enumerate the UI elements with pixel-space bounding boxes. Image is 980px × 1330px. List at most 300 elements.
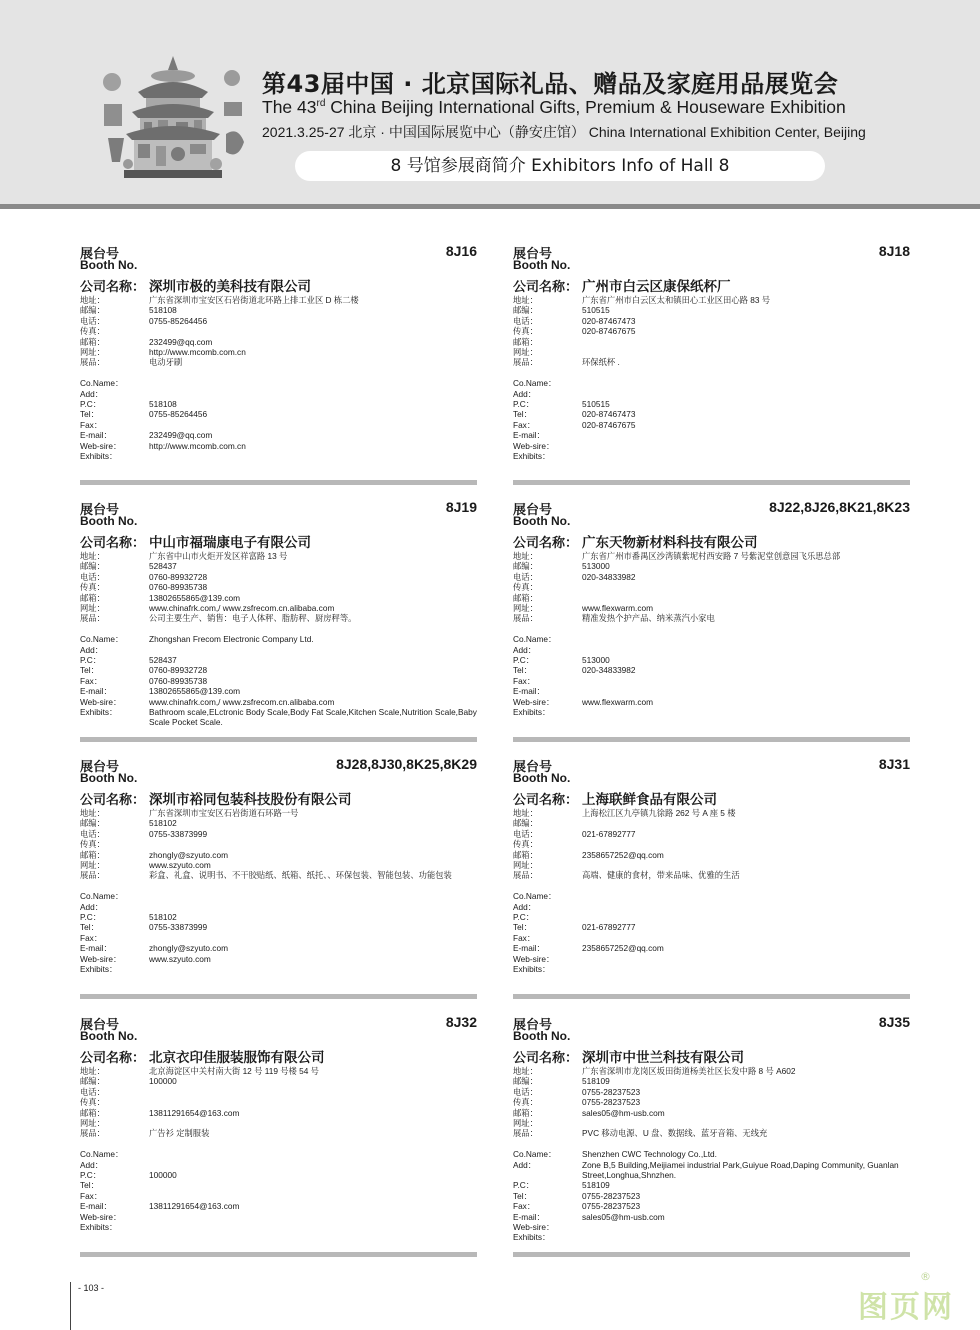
detail-row-cn	[513, 850, 910, 860]
detail-row-en	[513, 933, 910, 943]
field-label-cn: 邮编：	[513, 818, 538, 829]
field-label-en: P.C：	[80, 912, 102, 923]
exhibition-title-en: The 43rd China Beijing International Gifts, Premium & Houseware Exhibition	[262, 97, 846, 117]
field-label-en: Exhibits：	[513, 451, 551, 462]
section-spacer	[513, 624, 910, 634]
detail-row-cn	[80, 808, 477, 818]
field-value-cn	[149, 1097, 477, 1107]
booth-label-en: Booth No.	[513, 258, 571, 272]
field-label-en: P.C：	[80, 655, 102, 666]
field-value-cn: 0755-28237523	[582, 1086, 641, 1097]
field-label-en: Co.Name：	[80, 1149, 124, 1160]
field-label-en: Tel：	[513, 1190, 532, 1201]
booth-number: 8J18	[878, 243, 910, 259]
detail-row-en	[513, 954, 910, 964]
detail-row-cn	[80, 1097, 477, 1107]
field-label-en: P.C：	[513, 655, 535, 666]
field-value-cn: 广告衫 定制服装	[149, 1128, 210, 1139]
field-value-en	[149, 451, 477, 461]
field-value-cn: 518102	[149, 818, 177, 829]
booth-number: 8J32	[445, 1014, 477, 1030]
detail-row-en	[80, 1160, 477, 1170]
detail-row-en	[513, 420, 910, 430]
field-value-cn: 528437	[149, 561, 177, 572]
field-label-en: Web-sire：	[513, 440, 555, 451]
field-value-en	[582, 1232, 910, 1242]
detail-row-en	[80, 1222, 477, 1232]
field-label-cn: 地址：	[80, 1066, 105, 1076]
detail-row-cn	[80, 337, 477, 347]
page-number: - 103 -	[78, 1283, 105, 1293]
detail-row-en	[513, 1212, 910, 1222]
field-value-en: http://www.mcomb.com.cn	[149, 440, 246, 451]
field-label-en: E-mail：	[513, 686, 545, 697]
field-label-en: E-mail：	[513, 1211, 545, 1222]
detail-row-cn	[80, 561, 477, 571]
card-divider	[513, 480, 910, 485]
field-value-en: 0760-89935738	[149, 675, 208, 686]
company-label: 公司名称：	[513, 279, 579, 294]
detail-row-cn	[513, 295, 910, 305]
field-value-en: 13802655865@139.com	[149, 686, 241, 697]
field-value-cn: www.szyuto.com	[149, 860, 211, 871]
field-label-cn: 展品：	[80, 1128, 105, 1139]
exhibition-title-cn: 第43届中国 · 北京国际礼品、赠品及家庭用品展览会	[262, 70, 839, 98]
detail-row-en	[513, 399, 910, 409]
field-label-en: Add：	[80, 1159, 104, 1170]
detail-row-cn	[513, 347, 910, 357]
field-label-cn: 邮箱：	[513, 1107, 538, 1118]
field-label-cn: 传真：	[513, 1097, 538, 1108]
field-value-cn	[149, 1087, 477, 1097]
detail-row-en	[513, 922, 910, 932]
company-name: 深圳市中世兰科技有限公司	[582, 1050, 744, 1065]
field-label-cn: 网址：	[80, 1118, 105, 1129]
margin-line	[70, 1282, 71, 1330]
field-label-en: Web-sire：	[80, 953, 122, 964]
detail-row-cn	[80, 347, 477, 357]
section-spacer	[80, 368, 477, 378]
field-value-cn: 510515	[582, 305, 610, 316]
booth-number: 8J35	[878, 1014, 910, 1030]
field-value-cn: 彩盒、礼盒、说明书、不干胶贴纸、纸箱、纸托、、环保包装、智能包装、功能包装	[149, 870, 452, 881]
company-label: 公司名称：	[80, 1050, 146, 1065]
detail-row-en	[80, 1149, 477, 1159]
detail-row-cn	[80, 1118, 477, 1128]
page-header	[0, 0, 980, 204]
detail-row-cn	[513, 808, 910, 818]
field-value-cn: http://www.mcomb.com.cn	[149, 347, 246, 358]
card-divider	[513, 737, 910, 742]
detail-row-cn	[513, 1118, 910, 1128]
field-label-en: Exhibits：	[513, 707, 551, 718]
field-label-cn: 展品：	[513, 1128, 538, 1139]
detail-row-cn	[80, 603, 477, 613]
booth-label-cn: 展台号	[513, 759, 553, 774]
field-label-en: Fax：	[513, 419, 536, 430]
booth-number: 8J16	[445, 243, 477, 259]
field-label-en: Tel：	[80, 665, 99, 676]
field-value-en: 0755-28237523	[582, 1201, 641, 1212]
detail-row-en	[80, 697, 477, 707]
field-value-cn: 电动牙刷	[149, 357, 183, 368]
field-value-en	[582, 933, 910, 943]
detail-row-cn	[80, 551, 477, 561]
contact-details	[513, 808, 910, 974]
field-value-cn: 0755-33873999	[149, 828, 208, 839]
expo-logo	[98, 52, 248, 180]
detail-row-cn	[80, 1066, 477, 1076]
field-value-cn: www.flexwarm.com	[582, 603, 653, 614]
booth-number: 8J19	[445, 499, 477, 515]
detail-row-en	[80, 655, 477, 665]
field-value-cn: 广东省广州市番禺区沙湾镇紫坭村西安路 7 号紫泥堂创意园飞乐思总部	[582, 551, 841, 561]
field-value-en: 0755-28237523	[582, 1190, 641, 1201]
detail-row-en	[80, 430, 477, 440]
field-label-cn: 网址：	[80, 603, 105, 614]
field-label-en: Add：	[80, 388, 104, 399]
field-label-cn: 展品：	[513, 613, 538, 624]
detail-row-en	[513, 1160, 910, 1181]
field-label-en: Exhibits：	[80, 964, 118, 975]
field-label-en: E-mail：	[513, 430, 545, 441]
field-value-cn	[149, 839, 477, 849]
booth-label-cn: 展台号	[80, 502, 120, 517]
field-label-cn: 传真：	[513, 326, 538, 337]
detail-row-cn	[513, 870, 910, 880]
detail-row-cn	[80, 295, 477, 305]
field-label-en: Co.Name：	[80, 634, 124, 645]
detail-row-en	[80, 389, 477, 399]
field-value-en: www.flexwarm.com	[582, 696, 653, 707]
field-label-cn: 邮编：	[513, 305, 538, 316]
field-value-cn	[582, 337, 910, 347]
field-value-cn: zhongly@szyuto.com	[149, 849, 228, 860]
booth-label-en: Booth No.	[513, 1029, 571, 1043]
field-value-cn: 513000	[582, 561, 610, 572]
field-value-cn	[582, 1118, 910, 1128]
field-label-cn: 展品：	[513, 357, 538, 368]
field-value-en: 0755-85264456	[149, 409, 208, 420]
detail-row-cn	[513, 551, 910, 561]
detail-row-en	[513, 634, 910, 644]
field-label-en: Tel：	[80, 922, 99, 933]
field-value-cn: PVC 移动电源、U 盘、数据线、蓝牙音箱、无线充	[582, 1128, 768, 1139]
field-label-en: Web-sire：	[80, 440, 122, 451]
field-value-en	[582, 645, 910, 655]
field-label-en: Tel：	[513, 922, 532, 933]
detail-row-en	[513, 943, 910, 953]
field-label-cn: 邮箱：	[80, 1107, 105, 1118]
detail-row-cn	[513, 613, 910, 623]
field-value-en	[582, 378, 910, 388]
detail-row-en	[513, 676, 910, 686]
field-value-cn: www.chinafrk.com,/ www.zsfrecom.cn.alibaba.com	[149, 603, 335, 614]
field-label-en: Fax：	[80, 1190, 103, 1201]
section-spacer	[80, 1139, 477, 1149]
detail-row-en	[80, 1212, 477, 1222]
card-divider	[80, 737, 477, 742]
company-label: 公司名称：	[80, 279, 146, 294]
field-label-en: P.C：	[80, 1170, 102, 1181]
detail-row-en	[80, 686, 477, 696]
field-value-cn: 100000	[149, 1076, 177, 1087]
field-value-en: 0760-89932728	[149, 665, 208, 676]
field-value-en	[149, 645, 477, 655]
detail-row-en	[513, 686, 910, 696]
detail-row-cn	[513, 860, 910, 870]
field-value-cn: 020-34833982	[582, 571, 636, 582]
field-label-cn: 传真：	[513, 839, 538, 850]
field-label-cn: 展品：	[80, 870, 105, 881]
field-value-cn: 高端、健康的食材，带来品味、优雅的生活	[582, 870, 740, 881]
field-value-cn	[149, 1118, 477, 1128]
field-value-en: sales05@hm-usb.com	[582, 1211, 665, 1222]
booth-label-cn: 展台号	[80, 1017, 120, 1032]
company-name: 中山市福瑞康电子有限公司	[149, 535, 311, 550]
detail-row-cn	[80, 357, 477, 367]
company-name: 广州市白云区康保纸杯厂	[582, 279, 731, 294]
field-label-en: P.C：	[513, 912, 535, 923]
detail-row-en	[80, 954, 477, 964]
detail-row-cn	[80, 1087, 477, 1097]
detail-row-cn	[513, 829, 910, 839]
detail-row-cn	[513, 593, 910, 603]
field-value-en	[149, 891, 477, 901]
detail-row-cn	[80, 593, 477, 603]
field-label-en: Fax：	[513, 675, 536, 686]
field-label-en: Add：	[513, 901, 537, 912]
detail-row-cn	[513, 1066, 910, 1076]
field-value-en	[582, 430, 910, 440]
field-value-en: 513000	[582, 655, 610, 666]
detail-row-cn	[80, 316, 477, 326]
field-label-cn: 地址：	[513, 295, 538, 305]
company-name: 广东天物新材料科技有限公司	[582, 535, 758, 550]
field-value-cn: 0760-89935738	[149, 582, 208, 593]
field-value-en	[582, 676, 910, 686]
company-name: 北京衣印佳服装服饰有限公司	[149, 1050, 325, 1065]
field-value-cn: 020-87467675	[582, 326, 636, 337]
field-label-cn: 地址：	[513, 1066, 538, 1076]
company-label: 公司名称：	[513, 792, 579, 807]
field-label-cn: 地址：	[80, 551, 105, 561]
hall-info-banner: 8 号馆参展商简介 Exhibitors Info of Hall 8	[295, 151, 825, 181]
field-value-en: 518108	[149, 399, 177, 410]
field-value-en	[582, 891, 910, 901]
detail-row-en	[80, 665, 477, 675]
field-label-cn: 邮箱：	[513, 592, 538, 603]
detail-row-en	[80, 441, 477, 451]
field-value-en	[582, 1222, 910, 1232]
field-value-en: 0755-33873999	[149, 922, 208, 933]
section-spacer	[513, 881, 910, 891]
field-label-cn: 网址：	[80, 860, 105, 871]
detail-row-cn	[80, 326, 477, 336]
detail-row-en	[513, 378, 910, 388]
field-label-en: Add：	[80, 901, 104, 912]
detail-row-en	[513, 1201, 910, 1211]
contact-details	[80, 1066, 477, 1232]
contact-details	[80, 808, 477, 974]
field-label-cn: 传真：	[513, 582, 538, 593]
field-label-en: E-mail：	[80, 943, 112, 954]
field-value-cn: 环保纸杯 .	[582, 357, 620, 368]
field-value-en	[582, 451, 910, 461]
detail-row-en	[513, 1191, 910, 1201]
booth-label-en: Booth No.	[513, 514, 571, 528]
field-value-en: 518109	[582, 1180, 610, 1191]
card-divider	[80, 994, 477, 999]
field-label-cn: 邮编：	[513, 561, 538, 572]
field-value-cn: 上海松江区九亭镇九徐路 262 号 A 座 5 楼	[582, 808, 736, 818]
field-label-cn: 电话：	[80, 571, 105, 582]
field-value-cn: 广东省深圳市宝安区石岩街道石环路一号	[149, 808, 299, 818]
field-label-en: Tel：	[80, 1180, 99, 1191]
field-label-cn: 邮编：	[80, 818, 105, 829]
detail-row-en	[513, 891, 910, 901]
field-label-en: Exhibits：	[80, 451, 118, 462]
field-label-cn: 邮编：	[80, 561, 105, 572]
company-name: 深圳市裕同包装科技股份有限公司	[149, 792, 352, 807]
field-value-en	[149, 1222, 477, 1232]
detail-row-cn	[513, 305, 910, 315]
field-value-cn: 北京海淀区中关村南大街 12 号 119 号楼 54 号	[149, 1066, 319, 1076]
field-label-en: E-mail：	[80, 686, 112, 697]
field-value-en	[149, 1160, 477, 1170]
field-value-en	[149, 964, 477, 974]
field-value-en: 232499@qq.com	[149, 430, 213, 441]
field-value-cn: 精准发热个护产品、纳米蒸汽小家电	[582, 613, 715, 624]
field-value-cn	[582, 347, 910, 357]
detail-row-en	[513, 1222, 910, 1232]
field-value-cn: 020-87467473	[582, 315, 636, 326]
field-label-cn: 地址：	[80, 295, 105, 305]
field-value-cn: 021-67892777	[582, 828, 636, 839]
detail-row-cn	[513, 337, 910, 347]
field-label-cn: 传真：	[80, 326, 105, 337]
detail-row-en	[80, 1170, 477, 1180]
field-value-cn	[582, 860, 910, 870]
company-label: 公司名称：	[513, 1050, 579, 1065]
detail-row-cn	[513, 316, 910, 326]
field-label-en: Exhibits：	[80, 707, 118, 718]
field-value-en	[149, 1191, 477, 1201]
detail-row-en	[80, 399, 477, 409]
booth-label-cn: 展台号	[513, 246, 553, 261]
field-value-en: 100000	[149, 1170, 177, 1181]
contact-details	[513, 1066, 910, 1243]
detail-row-en	[513, 1180, 910, 1190]
field-label-en: Exhibits：	[513, 964, 551, 975]
detail-row-en	[80, 1191, 477, 1201]
field-value-en: 510515	[582, 399, 610, 410]
field-label-en: Web-sire：	[513, 1222, 555, 1233]
detail-row-cn	[80, 1128, 477, 1138]
field-label-en: E-mail：	[80, 1201, 112, 1212]
field-label-en: Tel：	[513, 665, 532, 676]
field-value-en	[149, 933, 477, 943]
field-label-cn: 邮箱：	[80, 849, 105, 860]
detail-row-en	[80, 707, 480, 728]
field-value-en	[149, 1149, 477, 1159]
detail-row-cn	[513, 603, 910, 613]
section-spacer	[80, 624, 477, 634]
detail-row-en	[80, 943, 477, 953]
field-value-en	[149, 420, 477, 430]
detail-row-cn	[80, 1108, 477, 1118]
field-value-cn: 广东省广州市白云区太和镇田心工业区田心路 83 号	[582, 295, 771, 305]
field-label-cn: 邮箱：	[513, 849, 538, 860]
field-value-cn: 公司主要生产、销售：电子人体秤、脂肪秤、厨房秤等。	[149, 613, 357, 624]
detail-row-cn	[513, 326, 910, 336]
header-divider	[0, 204, 980, 209]
field-label-cn: 网址：	[513, 1118, 538, 1129]
field-label-en: E-mail：	[80, 430, 112, 441]
field-value-cn: 232499@qq.com	[149, 336, 213, 347]
detail-row-cn	[80, 572, 477, 582]
booth-label-cn: 展台号	[80, 246, 120, 261]
detail-row-en	[513, 645, 910, 655]
detail-row-en	[80, 912, 477, 922]
field-label-cn: 邮编：	[80, 1076, 105, 1087]
field-label-cn: 地址：	[80, 808, 105, 818]
card-divider	[80, 480, 477, 485]
field-value-en: Shenzhen CWC Technology Co.,Ltd.	[582, 1149, 717, 1160]
detail-row-cn	[513, 1076, 910, 1086]
field-value-cn: 518108	[149, 305, 177, 316]
field-value-cn: 0760-89932728	[149, 571, 208, 582]
field-label-cn: 展品：	[80, 613, 105, 624]
field-value-en: zhongly@szyuto.com	[149, 943, 228, 954]
registered-mark: ®	[920, 1270, 931, 1283]
field-value-cn: 13802655865@139.com	[149, 592, 241, 603]
field-value-en: 021-67892777	[582, 922, 636, 933]
field-label-cn: 电话：	[80, 1086, 105, 1097]
field-label-en: Co.Name：	[80, 378, 124, 389]
field-label-en: Fax：	[513, 1201, 536, 1212]
field-label-en: Add：	[513, 388, 537, 399]
field-label-cn: 电话：	[80, 828, 105, 839]
contact-details	[513, 551, 910, 717]
field-label-cn: 电话：	[513, 828, 538, 839]
detail-row-en	[80, 645, 477, 655]
field-label-en: Tel：	[513, 409, 532, 420]
field-label-en: P.C：	[513, 1180, 535, 1191]
field-value-en	[149, 902, 477, 912]
contact-details	[80, 295, 477, 461]
field-value-en	[582, 686, 910, 696]
booth-number: 8J22,8J26,8K21,8K23	[769, 499, 910, 515]
card-divider	[80, 1252, 477, 1257]
field-value-en: Bathroom scale,ELctronic Body Scale,Body Fat Scale,Kitchen Scale,Nutrition Scale,Baby Scale Pocket Scale.	[149, 707, 480, 728]
detail-row-en	[80, 891, 477, 901]
detail-row-en	[513, 912, 910, 922]
detail-row-en	[513, 655, 910, 665]
field-label-en: Tel：	[80, 409, 99, 420]
field-value-en	[582, 389, 910, 399]
detail-row-cn	[513, 572, 910, 582]
detail-row-en	[80, 676, 477, 686]
booth-label-cn: 展台号	[513, 1017, 553, 1032]
detail-row-cn	[513, 1087, 910, 1097]
detail-row-cn	[80, 839, 477, 849]
section-spacer	[513, 368, 910, 378]
detail-row-en	[80, 933, 477, 943]
booth-number: 8J31	[878, 756, 910, 772]
field-label-cn: 传真：	[80, 839, 105, 850]
detail-row-en	[513, 697, 910, 707]
